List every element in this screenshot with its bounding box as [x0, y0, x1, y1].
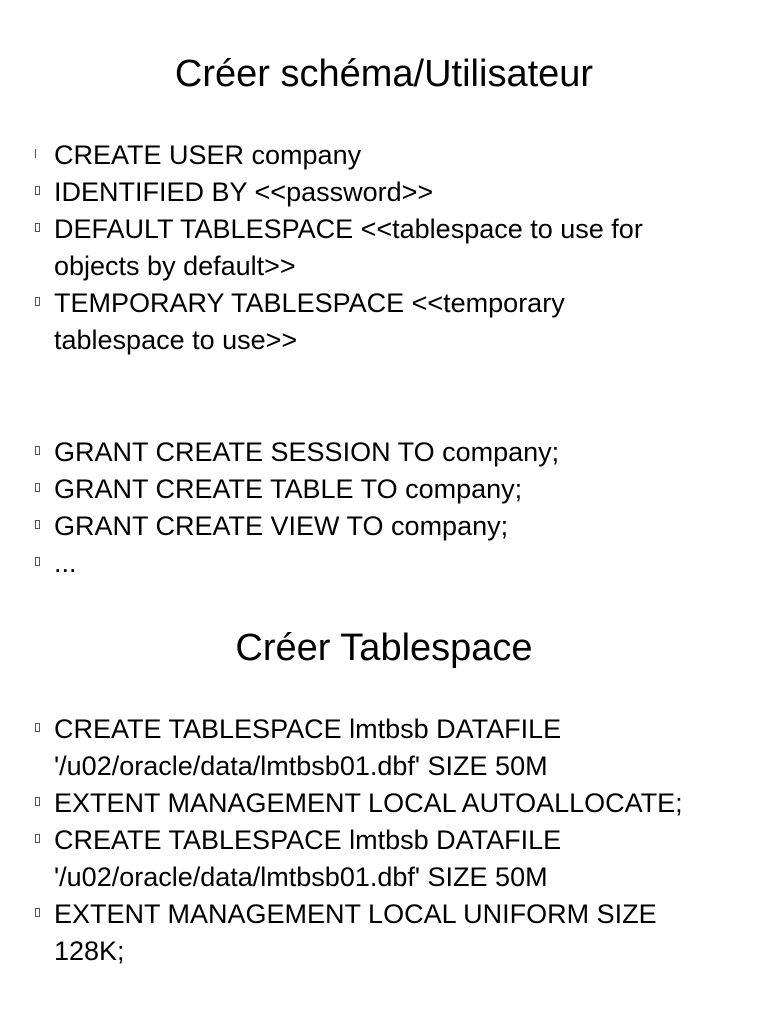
bullet-icon — [35, 834, 40, 843]
list-item-text: GRANT CREATE VIEW TO company; — [54, 511, 509, 541]
bullet-icon — [35, 483, 40, 492]
bullet-icon — [35, 297, 40, 306]
list-item — [0, 285, 768, 359]
list-item — [0, 434, 768, 471]
list-item-text: EXTENT MANAGEMENT LOCAL UNIFORM SIZE 128K; — [54, 899, 657, 966]
tablespace-list — [0, 711, 768, 970]
list-item-text: EXTENT MANAGEMENT LOCAL AUTOALLOCATE; — [54, 788, 683, 818]
list-item-text: TEMPORARY TABLESPACE <<temporary tablespace to use>> — [54, 288, 565, 355]
list-item-text: IDENTIFIED BY <<password>> — [54, 177, 434, 207]
list-item-text: CREATE TABLESPACE lmtbsb DATAFILE '/u02/oracle/data/lmtbsb01.dbf' SIZE 50M — [54, 825, 562, 892]
bullet-icon — [35, 797, 40, 806]
list-item — [0, 508, 768, 545]
list-item — [0, 711, 768, 785]
section-title-schema-user: Créer schéma/Utilisateur — [174, 53, 594, 95]
create-user-list — [0, 137, 768, 359]
list-item — [0, 174, 768, 211]
grant-list — [0, 434, 768, 582]
list-item — [0, 137, 768, 174]
bullet-icon — [35, 186, 40, 195]
list-item-text: DEFAULT TABLESPACE <<tablespace to use for objects by default>> — [54, 214, 643, 281]
bullet-icon — [35, 149, 37, 158]
bullet-icon — [35, 723, 40, 732]
list-item-text: CREATE USER company — [54, 140, 362, 170]
list-item — [0, 896, 768, 970]
section-title-tablespace: Créer Tablespace — [235, 627, 533, 669]
bullet-icon — [35, 446, 40, 455]
bullet-icon — [35, 223, 40, 232]
list-item-text: CREATE TABLESPACE lmtbsb DATAFILE '/u02/oracle/data/lmtbsb01.dbf' SIZE 50M — [54, 714, 562, 781]
bullet-icon — [35, 557, 40, 566]
bullet-icon — [35, 908, 40, 917]
list-item — [0, 545, 768, 582]
list-item — [0, 211, 768, 285]
list-item-text: GRANT CREATE SESSION TO company; — [54, 437, 560, 467]
list-item — [0, 471, 768, 508]
list-item — [0, 785, 768, 822]
list-item-text: ... — [54, 548, 77, 578]
list-item-text: GRANT CREATE TABLE TO company; — [54, 474, 523, 504]
bullet-icon — [35, 520, 40, 529]
list-item — [0, 822, 768, 896]
